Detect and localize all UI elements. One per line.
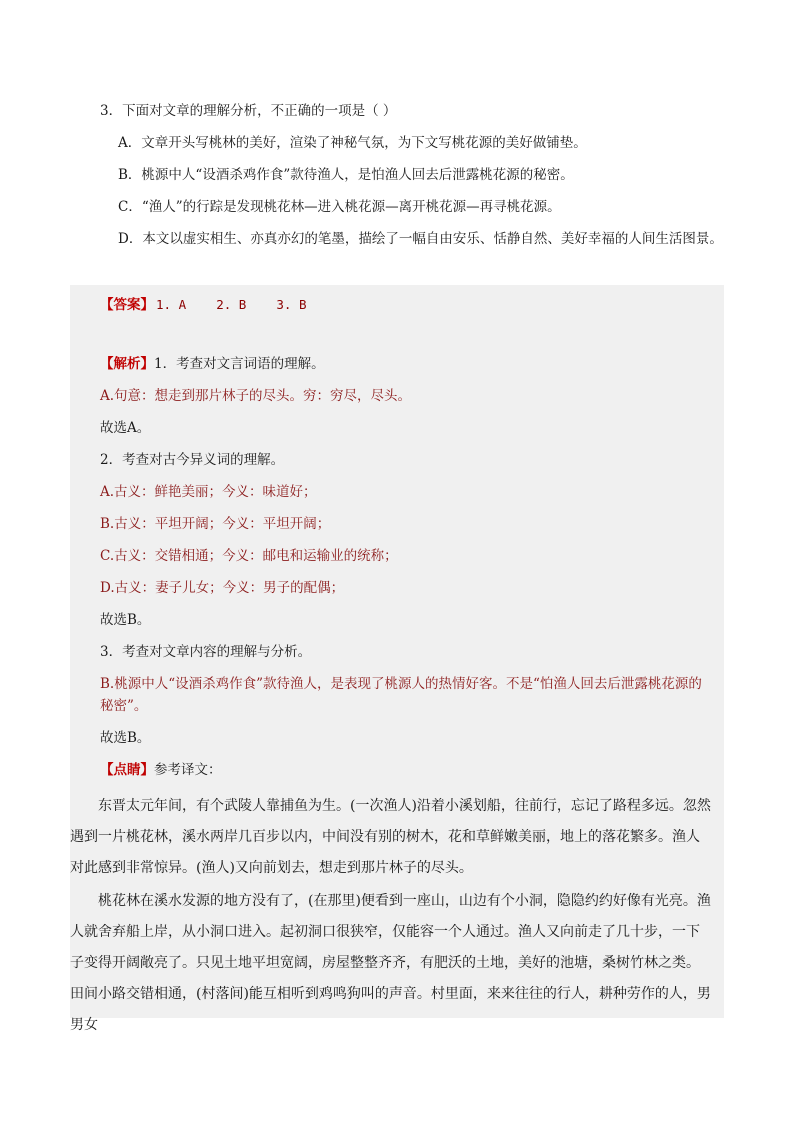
analysis-line: 3．考查对文章内容的理解与分析。 <box>100 644 312 660</box>
analysis-line: A.古义：鲜艳美丽；今义：味道好； <box>100 484 317 500</box>
analysis-line: B.古义：平坦开阔；今义：平坦开阔； <box>100 516 331 532</box>
analysis-line: A.句意：想走到那片林子的尽头。穷：穷尽，尽头。 <box>100 388 412 404</box>
answer-line <box>100 293 307 313</box>
answer-label: 【答案】 <box>100 297 154 313</box>
option-d: D．本文以虚实相生、亦真亦幻的笔墨，描绘了一幅自由安乐、恬静自然、美好幸福的人间生活图景。 <box>118 231 723 247</box>
analysis-line: 故选B。 <box>100 730 151 746</box>
analysis-line: D.古义：妻子儿女；今义：男子的配偶； <box>100 580 345 596</box>
analysis-line: C.古义：交错相通；今义：邮电和运输业的统称； <box>100 548 398 564</box>
comment-text: 参考译文： <box>154 762 222 778</box>
analysis-label: 【解析】 <box>100 356 154 372</box>
question-stem: 3．下面对文章的理解分析，不正确的一项是（ ） <box>100 103 397 119</box>
translation-paragraph: 桃花林在溪水发源的地方没有了，(在那里)便看到一座山，山边有个小洞，隐隐约约好像有光亮。渔人就舍弃船上岸，从小洞口进入。起初洞口很狭窄，仅能容一个人通过。渔人又向前走了几十步，一下子变得开阔敞亮了。只见土地平坦宽阔，房屋整整齐齐，有肥沃的土地，美好的池塘，桑树竹林之类。田间小路交错相通，(村落间)能互相听到鸡鸣狗叫的声音。村里面，来来往往的行人，耕种劳作的人，男男女 <box>70 893 711 1033</box>
option-b: B．桃源中人“设酒杀鸡作食”款待渔人，是怕渔人回去后泄露桃花源的秘密。 <box>118 167 574 183</box>
analysis-first-line <box>100 353 712 375</box>
analysis-section <box>70 353 712 1043</box>
analysis-line: 2．考查对古今异义词的理解。 <box>100 452 285 468</box>
analysis-line: 故选B。 <box>100 612 151 628</box>
question-3 <box>100 100 760 260</box>
option-c: C．“渔人”的行踪是发现桃花林—进入桃花源—离开桃花源—再寻桃花源。 <box>118 199 561 215</box>
translation <box>70 791 712 1041</box>
analysis-first: 1．考查对文言词语的理解。 <box>154 356 325 372</box>
comment-line <box>100 759 712 781</box>
analysis-line: B.桃源中人“设酒杀鸡作食”款待渔人，是表现了桃源人的热情好客。不是“怕渔人回去后泄露桃花源的秘密”。 <box>100 676 702 714</box>
translation-paragraph: 东晋太元年间，有个武陵人靠捕鱼为生。(一次渔人)沿着小溪划船，往前行，忘记了路程多远。忽然遇到一片桃花林，溪水两岸几百步以内，中间没有别的树木，花和草鲜嫩美丽，地上的落花繁多。渔人对此感到非常惊异。(渔人)又向前划去，想走到那片林子的尽头。 <box>70 798 711 876</box>
answer-section <box>70 285 724 1033</box>
analysis-line: 故选A。 <box>100 420 151 436</box>
answer-text: 1. A 2. B 3. B <box>156 297 307 312</box>
option-a: A．文章开头写桃林的美好，渲染了神秘气氛，为下文写桃花源的美好做铺垫。 <box>118 135 587 151</box>
comment-label: 【点睛】 <box>100 762 154 778</box>
